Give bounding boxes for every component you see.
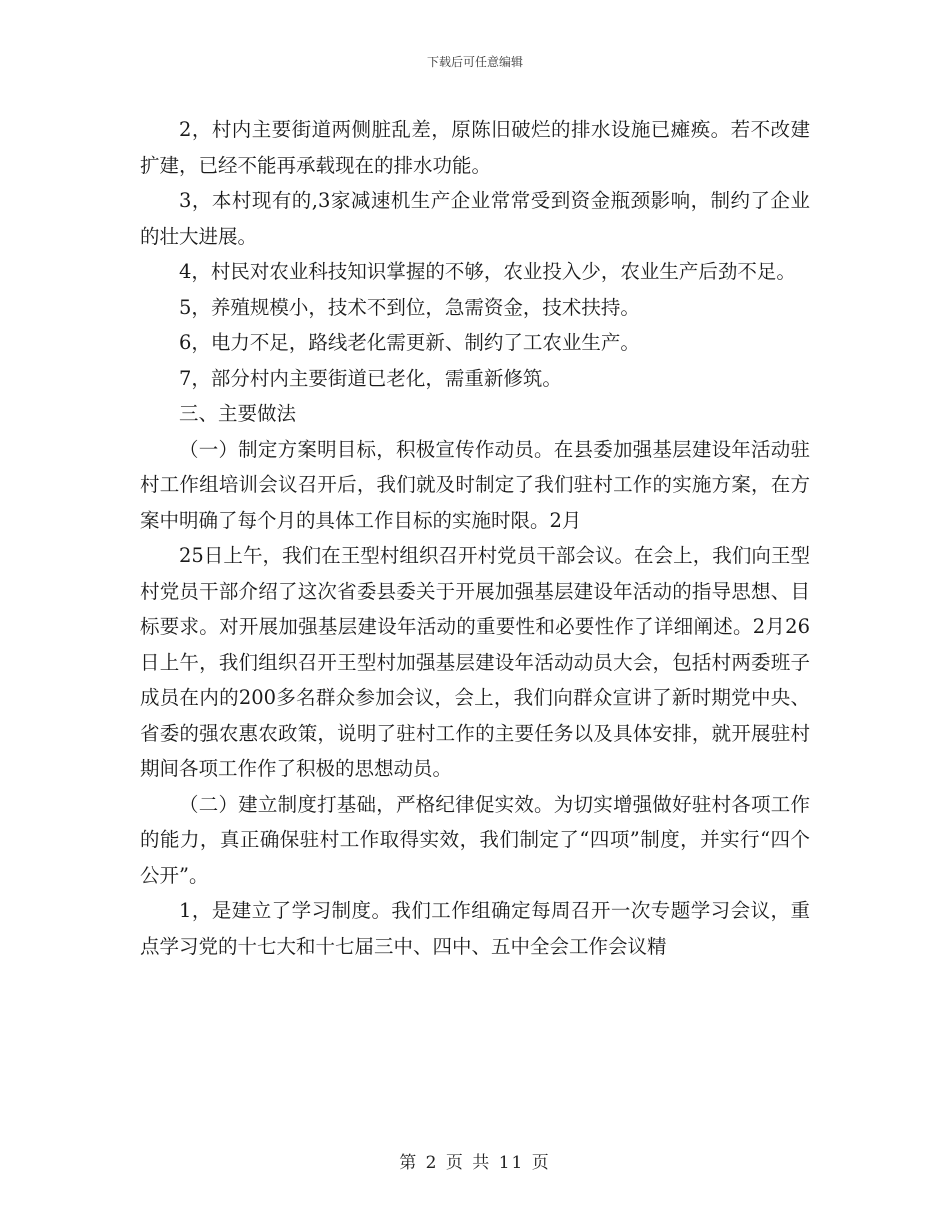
paragraph-item-5: 5，养殖规模小，技术不到位，急需资金，技术扶持。 xyxy=(179,295,640,319)
paragraph-subsection-1: （一）制定方案明目标，积极宣传作动员。在县委加强基层建设年活动驻村工作组培训会议召开后，我们就及时制定了我们驻村工作的实施方案，在方案中明确了每个月的具体工作目标的实施时限。2月 xyxy=(140,437,810,532)
paragraph-item-7: 7，部分村内主要街道已老化，需重新修筑。 xyxy=(179,366,562,390)
page-number-footer: 第 2 页 共 11 页 xyxy=(399,1153,551,1173)
section-heading: 三、主要做法 xyxy=(179,402,297,425)
paragraph-subsection-2: （二）建立制度打基础，严格纪律促实效。为切实增强做好驻村各项工作的能力，真正确保驻村工作取得实效，我们制定了“四项”制度，并实行“四个公开”。 xyxy=(140,792,810,887)
paragraph-study-system: 1，是建立了学习制度。我们工作组确定每周召开一次专题学习会议，重点学习党的十七大和十七届三中、四中、五中全会工作会议精 xyxy=(140,899,810,958)
page-header: 下载后可任意编辑 xyxy=(426,55,523,69)
paragraph-meeting: 25日上午，我们在王型村组织召开村党员干部会议。在会上，我们向王型村党员干部介绍了这次省委县委关于开展加强基层建设年活动的指导思想、目标要求。对开展加强基层建设年活动的重要性和必要性作了详细阐述。2月26日上午，我们组织召开王型村加强基层建设年活动动员大会，包括村两委班子成员在内的200多名群众参加会议，会上，我们向群众宣讲了新时期党中央、省委的强农惠农政策，说明了驻村工作的主要任务以及具体安排，就开展驻村期间各项工作作了积极的思想动员。 xyxy=(140,544,810,780)
paragraph-item-4: 4，村民对农业科技知识掌握的不够，农业投入少，农业生产后劲不足。 xyxy=(179,260,796,283)
paragraph-item-3: 3，本村现有的,3家减速机生产企业常常受到资金瓶颈影响，制约了企业的壮大进展。 xyxy=(140,189,810,248)
paragraph-item-6: 6，电力不足，路线老化需更新、制约了工农业生产。 xyxy=(179,331,640,354)
document-body xyxy=(140,112,810,964)
paragraph-item-2: 2，村内主要街道两侧脏乱差，原陈旧破烂的排水设施已瘫痪。若不改建扩建，已经不能再承载现在的排水功能。 xyxy=(140,118,810,177)
